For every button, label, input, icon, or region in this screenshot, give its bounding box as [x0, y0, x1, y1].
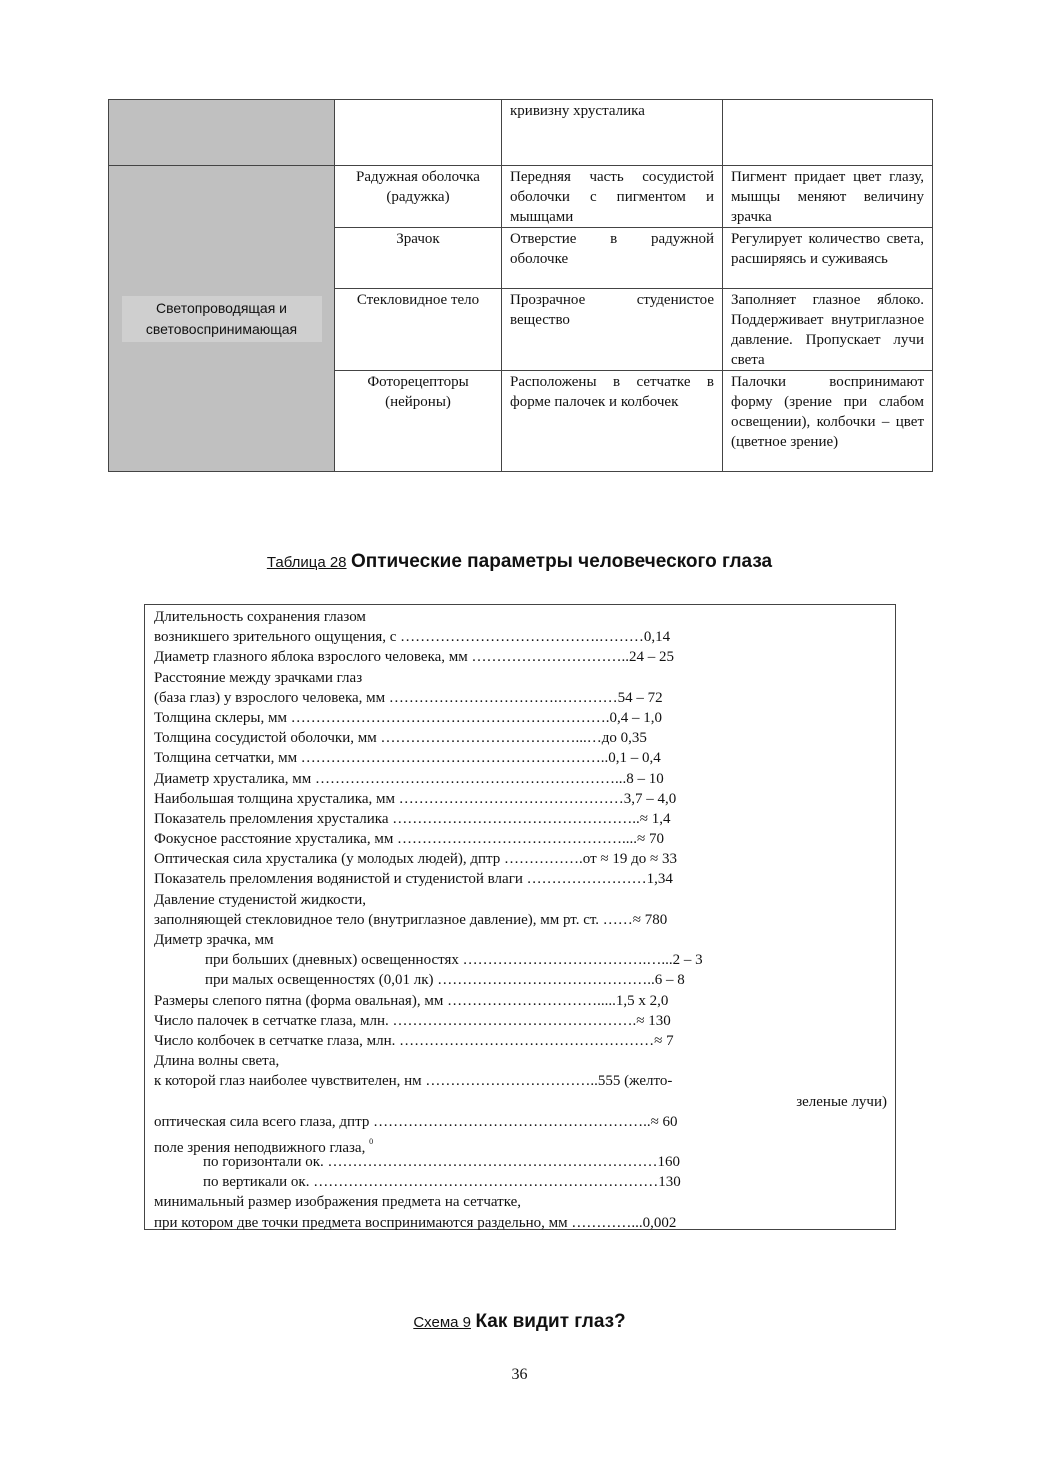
- param-line: Показатель преломления хрусталика …………………………………………..≈ 1,4: [154, 810, 671, 827]
- param-line: Показатель преломления водянистой и студенистой влаги ……………………1,34: [154, 871, 673, 888]
- param-line: Длительность сохранения глазом: [154, 609, 366, 625]
- name-cell: Фоторецепторы (нейроны): [335, 371, 502, 472]
- structure-cell: кривизну хрусталика: [502, 100, 723, 166]
- structure-cell: Отверстие в радужной оболочке: [502, 228, 723, 289]
- scheme-title: Как видит глаз?: [475, 1311, 626, 1332]
- param-line: Расстояние между зрачками глаз: [154, 669, 363, 686]
- param-line: Размеры слепого пятна (форма овальная), мм ………………………….....1,5 х 2,0: [154, 992, 669, 1009]
- param-line: Длина волны света,: [154, 1053, 280, 1070]
- function-cell: Пигмент придает цвет глазу, мышцы меняют величину зрачка: [723, 166, 933, 228]
- group-cell-empty: [109, 100, 335, 166]
- param-line: при котором две точки предмета воспринимаются раздельно, мм …………...0,002: [154, 1214, 677, 1231]
- group-label: Светопроводящая и световоспринимающая: [122, 296, 322, 342]
- structure-cell: Передняя часть сосудистой оболочки с пигментом и мышцами: [502, 166, 723, 228]
- table-caption: [0, 551, 1039, 573]
- structure-cell: Прозрачное студенистое вещество: [502, 289, 723, 371]
- name-cell: [335, 100, 502, 166]
- structure-cell: Расположены в сетчатке в форме палочек и колбочек: [502, 371, 723, 472]
- param-line: Диметр зрачка, мм: [154, 932, 274, 948]
- param-line: Наибольшая толщина хрусталика, мм ………………………………………3,7 – 4,0: [154, 790, 677, 807]
- eye-structure-table: [108, 99, 933, 472]
- param-line: к которой глаз наиболее чувствителен, нм ……………………………..555 (желто-: [154, 1073, 673, 1090]
- param-line-wrap: зеленые лучи): [796, 1093, 887, 1110]
- optical-parameters-box: [144, 604, 896, 1230]
- function-cell: Палочки воспринимают форму (зрение при слабом освещении), колбочки – цвет (цветное зрение): [723, 371, 933, 472]
- param-line: по вертикали ок. ……………………………………………………………130: [203, 1174, 681, 1191]
- param-line: Диаметр хрусталика, мм ……………………………………………………...8 – 10: [154, 770, 664, 787]
- param-line: оптическая сила всего глаза, дптр ………………………………………………..≈ 60: [154, 1113, 678, 1130]
- param-line: при больших (дневных) освещенностях ……………………………….…...2 – 3: [205, 952, 703, 969]
- param-line: Число колбочек в сетчатке глаза, млн. ……………………………………………≈ 7: [154, 1032, 674, 1049]
- name-cell: Радужная оболочка (радужка): [335, 166, 502, 228]
- param-line: заполняющей стекловидное тело (внутриглазное давление), мм рт. ст. ……≈ 780: [154, 911, 668, 928]
- param-line: Число палочек в сетчатке глаза, млн. ………………………………………….≈ 130: [154, 1012, 671, 1029]
- param-line: возникшего зрительного ощущения, с ………………………………….………0,14: [154, 629, 671, 646]
- param-line: (база глаз) у взрослого человека, мм …………………………….…………54 – 72: [154, 689, 663, 706]
- scheme-number: Схема 9: [413, 1314, 471, 1331]
- param-line: Давление студенистой жидкости,: [154, 891, 366, 908]
- page-number: 36: [511, 1366, 528, 1383]
- function-cell: Регулирует количество света, расширяясь и суживаясь: [723, 228, 933, 289]
- param-line: Толщина сетчатки, мм ……………………………………………………..0,1 – 0,4: [154, 750, 661, 767]
- param-line: Толщина сосудистой оболочки, мм …………………………………...…до 0,35: [154, 730, 647, 747]
- table-row: [109, 166, 933, 228]
- param-line: Диаметр глазного яблока взрослого человека, мм …………………………..24 – 25: [154, 649, 675, 666]
- scheme-caption: [0, 1311, 1039, 1333]
- table-row: [109, 100, 933, 166]
- function-cell: Заполняет глазное яблоко. Поддерживает внутриглазное давление. Пропускает лучи света: [723, 289, 933, 371]
- table-number: Таблица 28: [266, 554, 347, 571]
- param-line: минимальный размер изображения предмета на сетчатке,: [154, 1194, 522, 1211]
- param-line: при малых освещенностях (0,01 лк) ……………………………………..6 – 8: [205, 972, 685, 989]
- function-cell: [723, 100, 933, 166]
- param-line: по горизонтали ок. …………………………………………………………160: [203, 1154, 681, 1171]
- name-cell: Зрачок: [335, 228, 502, 289]
- name-cell: Стекловидное тело: [335, 289, 502, 371]
- param-line: Оптическая сила хрусталика (у молодых людей), дптр …………….от ≈ 19 до ≈ 33: [154, 851, 677, 868]
- param-line: Фокусное расстояние хрусталика, мм ………………………………………....≈ 70: [154, 831, 665, 848]
- param-line: поле зрения неподвижного глаза, $^0$: [154, 1136, 374, 1156]
- param-line: Толщина склеры, мм ……………………………………………………….0,4 – 1,0: [154, 709, 662, 726]
- table-title: Оптические параметры человеческого глаза: [350, 551, 773, 572]
- group-cell: [109, 166, 335, 472]
- degree-mark: 0: [369, 1136, 374, 1146]
